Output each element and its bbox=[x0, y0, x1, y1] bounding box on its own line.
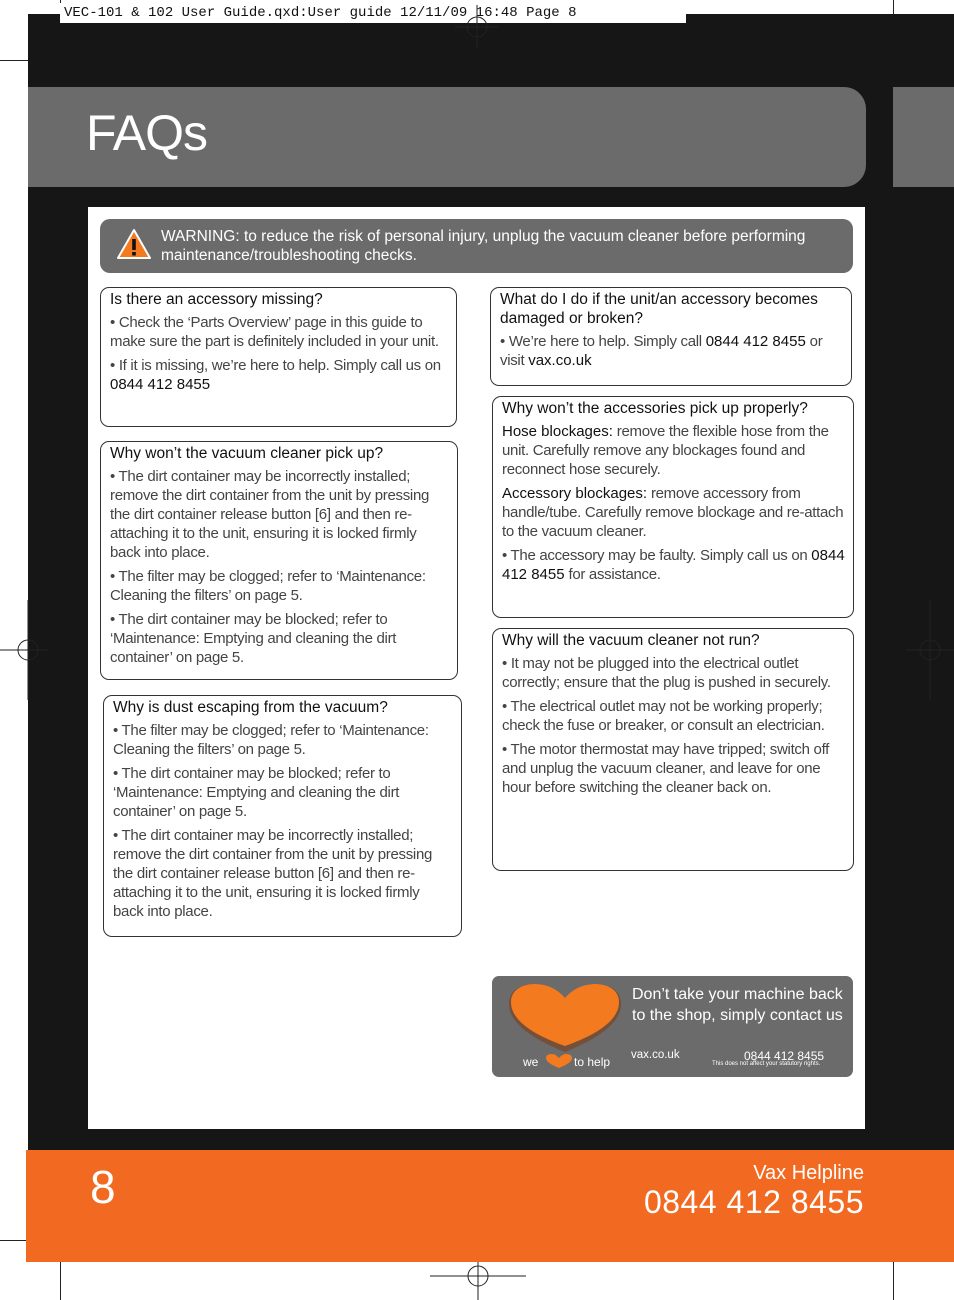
faq-answer-text: • If it is missing, we’re here to help. Simply call us on bbox=[110, 357, 441, 374]
registration-mark-icon bbox=[0, 600, 48, 700]
registration-mark-icon bbox=[906, 600, 954, 700]
faq-answer bbox=[500, 332, 843, 370]
faq-answer: • The dirt container may be incorrectly installed; remove the dirt container from the unit by pressing the dirt container release button [6] and then re-attaching it to the unit, ensuring it is locked firmly back into place. bbox=[113, 827, 433, 920]
faq-answer: • The motor thermostat may have tripped; switch off and unplug the vacuum cleaner, and leave for one hour before switching the cleaner back on. bbox=[502, 741, 830, 796]
promo-phone: 0844 412 8455 bbox=[744, 1049, 825, 1063]
promo-website: vax.co.uk bbox=[631, 1049, 680, 1061]
promo-small-print: This does not affect your statutory rights. bbox=[712, 1061, 821, 1067]
faq-answer bbox=[502, 546, 845, 584]
website-link: vax.co.uk bbox=[528, 352, 592, 369]
faq-answer-text: • We’re here to help. Simply call bbox=[500, 333, 706, 350]
faq-question: What do I do if the unit/an accessory becomes damaged or broken? bbox=[500, 291, 818, 327]
faq-answer: • The electrical outlet may not be working properly; check the fuse or breaker, or consult an electrician. bbox=[502, 698, 825, 734]
heart-logo-icon bbox=[505, 982, 625, 1054]
faq-accessories-pickup bbox=[492, 396, 854, 618]
faq-answer: • It may not be plugged into the electrical outlet correctly; ensure that the plug is pushed in securely. bbox=[502, 655, 831, 691]
registration-mark-icon bbox=[455, 5, 499, 49]
faq-damaged-broken bbox=[490, 287, 852, 386]
faq-will-not-run bbox=[492, 628, 854, 871]
faq-answer: • The dirt container may be blocked; refer to ‘Maintenance: Emptying and cleaning the dirt container’ on page 5. bbox=[113, 765, 400, 820]
warning-text: WARNING: to reduce the risk of personal injury, unplug the vacuum cleaner before performing maintenance/troubleshooting checks. bbox=[161, 228, 806, 264]
faq-answer: • Check the ‘Parts Overview’ page in this guide to make sure the part is definitely included in your unit. bbox=[110, 314, 439, 350]
helpline-phone: 0844 412 8455 bbox=[705, 333, 806, 350]
promo-we: we bbox=[523, 1055, 539, 1069]
helpline-number: 0844 412 8455 bbox=[643, 1184, 864, 1220]
faq-question: Is there an accessory missing? bbox=[110, 291, 323, 308]
promo-text: Don’t take your machine back to the shop, simply contact us bbox=[632, 986, 843, 1024]
promo-to-help: to help bbox=[574, 1055, 611, 1069]
print-slug: VEC-101 & 102 User Guide.qxd:User guide 12/11/09 16:48 Page 8 bbox=[60, 3, 686, 23]
helpline-phone: 0844 412 8455 bbox=[502, 547, 845, 583]
faq-answer: • The dirt container may be incorrectly installed; remove the dirt container from the unit by pressing the dirt container release button [6] and then re-attaching it to the unit, ensuring it is locked firmly back into place. bbox=[110, 468, 430, 561]
faq-answer: • The filter may be clogged; refer to ‘Maintenance: Cleaning the filters’ on page 5. bbox=[113, 722, 429, 758]
faq-accessory-missing bbox=[100, 287, 457, 427]
faq-question: Why won’t the accessories pick up properly? bbox=[502, 400, 808, 417]
faq-subheading: Accessory blockages: bbox=[502, 485, 648, 502]
faq-answer: • The dirt container may be blocked; refer to ‘Maintenance: Emptying and cleaning the dirt container’ on page 5. bbox=[110, 611, 397, 666]
faq-dust-escaping bbox=[103, 695, 462, 937]
warning-triangle-icon bbox=[116, 228, 152, 260]
faq-answer-text: • The accessory may be faulty. Simply call us on bbox=[502, 547, 812, 564]
faq-answer-text: remove the flexible hose from the unit. Carefully remove any blockages found and reconnect hose securely. bbox=[502, 423, 829, 478]
faq-answer-text: or visit bbox=[500, 333, 823, 369]
faq-question: Why will the vacuum cleaner not run? bbox=[502, 632, 760, 649]
page-number: 8 bbox=[90, 1161, 116, 1213]
faq-answer-text: remove accessory from handle/tube. Carefully remove blockage and re-attach to the vacuum cleaner. bbox=[502, 485, 844, 540]
faq-answer: • The filter may be clogged; refer to ‘Maintenance: Cleaning the filters’ on page 5. bbox=[110, 568, 426, 604]
page-title: FAQs bbox=[86, 105, 208, 161]
faq-question: Why won’t the vacuum cleaner pick up? bbox=[110, 445, 384, 462]
faq-not-picking-up bbox=[100, 441, 458, 680]
faq-answer bbox=[502, 484, 845, 541]
faq-question: Why is dust escaping from the vacuum? bbox=[113, 699, 388, 716]
helpline-phone: 0844 412 8455 bbox=[110, 376, 211, 393]
faq-answer-text: for assistance. bbox=[564, 566, 661, 583]
helpline-label: Vax Helpline bbox=[753, 1162, 864, 1184]
faq-answer bbox=[502, 422, 845, 479]
faq-answer bbox=[110, 356, 448, 394]
small-heart-icon bbox=[545, 1053, 573, 1069]
faq-subheading: Hose blockages: bbox=[502, 423, 613, 440]
header-tab bbox=[893, 87, 954, 187]
